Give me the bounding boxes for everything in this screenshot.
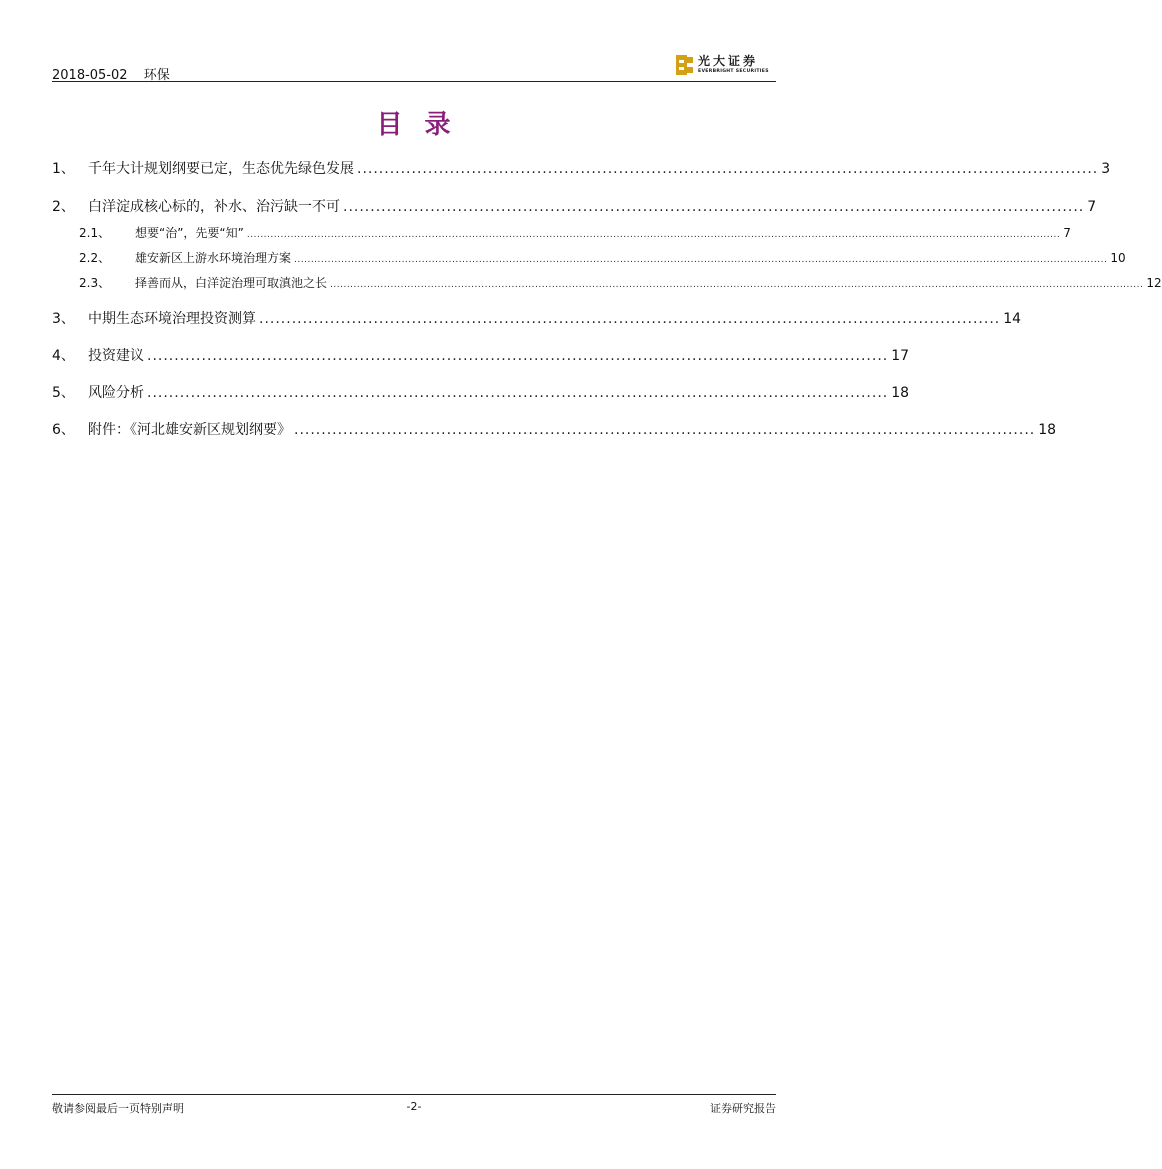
page-footer <box>52 1094 776 1115</box>
toc-entry-title: 想要“治”，先要“知” <box>135 226 244 240</box>
toc-entry-page: 7 <box>1063 226 1071 240</box>
toc-entry[interactable] <box>52 158 1111 178</box>
toc-entry-title: 白洋淀成核心标的，补水、治污缺一不可 <box>88 199 340 215</box>
toc-entry-page: 18 <box>1038 422 1057 438</box>
toc-entry-title: 雄安新区上游水环境治理方案 <box>135 251 292 265</box>
everbright-logo-icon <box>676 55 694 75</box>
toc-entry-title: 择善而从，白洋淀治理可取滇池之长 <box>135 276 328 290</box>
toc-leader: ........................................................................................................................................ <box>147 348 889 364</box>
toc-subentry[interactable] <box>52 224 1071 241</box>
logo-text-en: EVERBRIGHT SECURITIES <box>698 69 769 74</box>
toc-entry-number: 5、 <box>52 385 75 401</box>
toc-leader: ........................................................................................................................................ <box>357 161 1099 177</box>
toc-entry-number: 1、 <box>52 161 75 177</box>
report-date: 2018-05-02 <box>52 68 128 83</box>
toc-subentry[interactable] <box>52 249 1126 266</box>
toc-entry-page: 10 <box>1110 251 1126 265</box>
toc-entry-number: 2.3、 <box>79 276 111 290</box>
toc-entry-title: 投资建议 <box>88 348 144 364</box>
toc-leader: .................................................................................................................................................................................................................................................. <box>294 255 1108 265</box>
page-header <box>52 52 776 83</box>
toc-leader: ........................................................................................................................................ <box>147 385 889 401</box>
toc-entry-number: 3、 <box>52 311 75 327</box>
toc-entry-page: 3 <box>1101 161 1111 177</box>
toc-entry-title: 中期生态环境治理投资测算 <box>88 311 256 327</box>
toc-leader: ........................................................................................................................................ <box>294 422 1036 438</box>
footer-page-number: -2- <box>406 1100 422 1113</box>
footer-report-type: 证券研究报告 <box>710 1102 776 1115</box>
toc-entry-number: 2、 <box>52 199 75 215</box>
footer-disclaimer: 敬请参阅最后一页特别声明 <box>52 1102 184 1115</box>
toc-entry-page: 7 <box>1087 199 1097 215</box>
toc-entry-title: 千年大计规划纲要已定，生态优先绿色发展 <box>88 161 354 177</box>
toc-entry-number: 2.1、 <box>79 226 111 240</box>
toc-entry-title: 风险分析 <box>88 385 144 401</box>
toc-entry-number: 4、 <box>52 348 75 364</box>
toc-leader: ........................................................................................................................................ <box>343 199 1085 215</box>
toc-entry[interactable] <box>52 345 910 365</box>
logo-text-cn: 光大证券 <box>698 54 759 68</box>
toc-entry[interactable] <box>52 196 1097 216</box>
toc-title: 目录 <box>376 110 473 140</box>
toc-entry[interactable] <box>52 382 910 402</box>
toc-entry-page: 12 <box>1146 276 1162 290</box>
toc-entry-title: 附件：《河北雄安新区规划纲要》 <box>88 422 291 438</box>
toc-entry-page: 17 <box>891 348 910 364</box>
everbright-logo <box>676 52 776 80</box>
toc-leader: .................................................................................................................................................................................................................................................. <box>246 230 1061 240</box>
toc-leader: .................................................................................................................................................................................................................................................. <box>330 280 1144 290</box>
toc-entry-number: 2.2、 <box>79 251 111 265</box>
header-divider <box>52 81 776 82</box>
toc-entry[interactable] <box>52 308 1022 328</box>
toc-entry-page: 18 <box>891 385 910 401</box>
toc-leader: ........................................................................................................................................ <box>259 311 1001 327</box>
toc-entry-number: 6、 <box>52 422 75 438</box>
report-sector: 环保 <box>143 68 170 83</box>
toc-subentry[interactable] <box>52 274 1162 291</box>
toc-entry[interactable] <box>52 419 1057 439</box>
toc-entry-page: 14 <box>1003 311 1022 327</box>
